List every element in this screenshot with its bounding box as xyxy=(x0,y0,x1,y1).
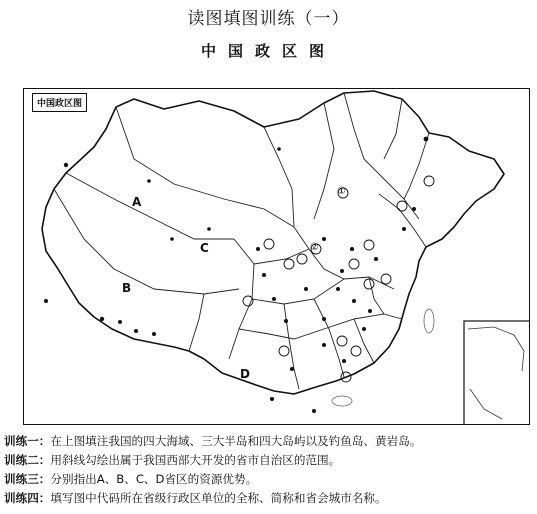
task-2-text: 用斜线勾绘出属于我国西部大开发的省市自治区的范围。 xyxy=(50,453,341,467)
task-3 xyxy=(4,470,534,489)
code-marker-2: ② xyxy=(310,242,319,253)
numbered-code-markers xyxy=(243,176,434,382)
map-subtitle: 中国政区图 xyxy=(200,42,336,60)
region-label-d: D xyxy=(240,367,250,381)
china-political-map xyxy=(23,88,530,425)
task-4 xyxy=(4,489,534,508)
region-label-a: A xyxy=(132,195,142,209)
coastal-islands xyxy=(332,309,434,406)
map-drawing xyxy=(24,89,530,425)
task-3-text: 分别指出A、B、C、D省区的资源优势。 xyxy=(50,472,258,486)
region-label-c: C xyxy=(200,241,209,255)
training-tasks xyxy=(4,432,534,508)
worksheet-title: 读图填图训练（一） xyxy=(187,9,350,29)
national-border xyxy=(42,91,504,394)
task-2 xyxy=(4,451,534,470)
task-3-label: 训练三： xyxy=(4,472,51,486)
task-1-text: 在上图填注我国的四大海域、三大半岛和四大岛屿以及钓鱼岛、黄岩岛。 xyxy=(50,434,422,448)
region-label-b: B xyxy=(122,281,132,295)
map-inset-title: 中国政区图 xyxy=(32,93,87,112)
province-borders xyxy=(54,93,429,389)
code-marker-1: ① xyxy=(337,186,346,197)
task-1-label: 训练一： xyxy=(4,434,51,448)
task-4-text: 填写图中代码所在省级行政区单位的全称、简称和省会城市名称。 xyxy=(50,491,387,505)
inset-south-china-sea xyxy=(464,321,530,425)
task-2-label: 训练二： xyxy=(4,453,51,467)
task-1 xyxy=(4,432,534,451)
capital-markers xyxy=(44,137,428,413)
task-4-label: 训练四： xyxy=(4,491,51,505)
